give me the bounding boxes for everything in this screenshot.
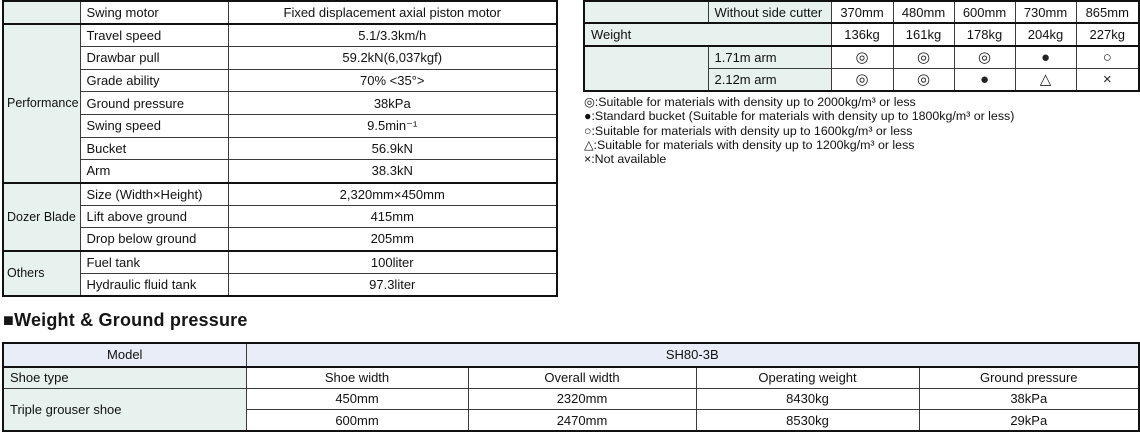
spec-label-cell: Drawbar pull <box>80 46 228 69</box>
table-row <box>3 1 557 24</box>
bucket-width-cell: 480mm <box>893 1 954 23</box>
legend-line: ×:Not available <box>584 152 667 167</box>
table-row <box>3 137 557 160</box>
suitability-mark-cell: × <box>1076 68 1139 90</box>
bucket-weight-label-cell: Weight <box>584 23 831 45</box>
suitability-mark-cell: ○ <box>1076 46 1139 68</box>
spec-value-cell: 38kPa <box>228 92 557 115</box>
bucket-suitability-legend <box>584 95 1014 166</box>
table-row <box>3 92 557 115</box>
suitability-mark-cell: ● <box>1015 46 1076 68</box>
spec-label-cell: Drop below ground <box>80 228 228 251</box>
table-row <box>3 183 557 206</box>
spec-value-cell: 2,320mm×450mm <box>228 183 557 206</box>
table-row <box>3 114 557 137</box>
spec-label-cell: Swing speed <box>80 114 228 137</box>
section-bullet-icon: ■ <box>3 310 15 330</box>
spec-label-cell: Grade ability <box>80 69 228 92</box>
spec-value-cell: 100liter <box>228 251 557 274</box>
spec-value-cell: 9.5min⁻¹ <box>228 114 557 137</box>
bucket-width-cell: 865mm <box>1076 1 1139 23</box>
table-row <box>584 46 1139 68</box>
bucket-arm-group-cell <box>584 46 708 91</box>
bucket-arm-label-cell: 1.71m arm <box>708 46 831 68</box>
bucket-corner-cell <box>584 1 708 23</box>
spec-value-cell: Fixed displacement axial piston motor <box>228 1 557 24</box>
bucket-width-cell: 600mm <box>954 1 1015 23</box>
model-value-cell: SH80-3B <box>246 343 1139 367</box>
weight-ground-pressure-table <box>2 342 1140 432</box>
table-row <box>584 23 1139 45</box>
suitability-mark-cell: ◎ <box>954 46 1015 68</box>
section-title <box>3 310 248 331</box>
data-cell: 450mm <box>246 388 468 410</box>
suitability-mark-cell: ◎ <box>893 46 954 68</box>
spec-value-cell: 97.3liter <box>228 273 557 296</box>
table-row <box>3 273 557 296</box>
legend-line: ◎:Suitable for materials with density up to 2000kg/m³ or less <box>584 95 916 109</box>
spec-label-cell: Arm <box>80 160 228 183</box>
data-cell: 2320mm <box>468 388 696 410</box>
suitability-mark-cell: △ <box>1015 68 1076 90</box>
bucket-weight-cell: 161kg <box>893 23 954 45</box>
table-row <box>3 46 557 69</box>
legend-line: △:Suitable for materials with density up to 1200kg/m³ or less <box>584 137 915 152</box>
suitability-mark-cell: ◎ <box>831 46 893 68</box>
bucket-weight-cell: 136kg <box>831 23 893 45</box>
shoe-type-header-cell: Shoe type <box>3 367 246 389</box>
table-row <box>3 69 557 92</box>
bucket-width-cell: 730mm <box>1015 1 1076 23</box>
spec-value-cell: 415mm <box>228 205 557 228</box>
bucket-weight-cell: 204kg <box>1015 23 1076 45</box>
column-header-cell: Overall width <box>468 367 696 389</box>
bucket-weight-cell: 178kg <box>954 23 1015 45</box>
spec-value-cell: 70% <35°> <box>228 69 557 92</box>
table-row <box>3 343 1139 367</box>
bucket-weight-cell: 227kg <box>1076 23 1139 45</box>
data-cell: 29kPa <box>919 410 1139 432</box>
spec-group-cell-others: Others <box>3 251 80 296</box>
spec-value-cell: 38.3kN <box>228 160 557 183</box>
legend-line: ○:Suitable for materials with density up to 1600kg/m³ or less <box>584 123 913 138</box>
spec-label-cell: Swing motor <box>80 1 228 24</box>
suitability-mark-cell: ◎ <box>893 68 954 90</box>
table-row <box>3 160 557 183</box>
spec-label-cell: Bucket <box>80 137 228 160</box>
spec-label-cell: Size (Width×Height) <box>80 183 228 206</box>
data-cell: 600mm <box>246 410 468 432</box>
data-cell: 2470mm <box>468 410 696 432</box>
bucket-width-cell: 370mm <box>831 1 893 23</box>
table-row <box>3 24 557 47</box>
spec-value-cell: 5.1/3.3km/h <box>228 24 557 47</box>
table-row <box>3 205 557 228</box>
table-row <box>3 388 1139 410</box>
column-header-cell: Ground pressure <box>919 367 1139 389</box>
suitability-mark-cell: ◎ <box>831 68 893 90</box>
data-cell: 38kPa <box>919 388 1139 410</box>
table-row <box>3 228 557 251</box>
spec-group-cell-dozer-blade: Dozer Blade <box>3 183 80 251</box>
bucket-arm-label-cell: 2.12m arm <box>708 68 831 90</box>
column-header-cell: Operating weight <box>696 367 919 389</box>
data-cell: 8530kg <box>696 410 919 432</box>
spec-group-cell <box>3 1 80 24</box>
spec-label-cell: Ground pressure <box>80 92 228 115</box>
model-label-cell: Model <box>3 343 246 367</box>
legend-line: ●:Standard bucket (Suitable for materials with density up to 1800kg/m³ or less) <box>584 109 1015 124</box>
data-cell: 8430kg <box>696 388 919 410</box>
table-row <box>3 367 1139 389</box>
bucket-header-label-cell: Without side cutter <box>708 1 831 23</box>
section-title-text: Weight & Ground pressure <box>14 310 248 330</box>
spec-label-cell: Fuel tank <box>80 251 228 274</box>
table-row <box>584 1 1139 23</box>
machine-spec-table <box>2 0 558 297</box>
spec-value-cell: 205mm <box>228 228 557 251</box>
spec-label-cell: Hydraulic fluid tank <box>80 273 228 296</box>
bucket-compatibility-table <box>583 0 1140 92</box>
column-header-cell: Shoe width <box>246 367 468 389</box>
spec-label-cell: Travel speed <box>80 24 228 47</box>
shoe-type-value-cell: Triple grouser shoe <box>3 388 246 431</box>
spec-label-cell: Lift above ground <box>80 205 228 228</box>
spec-value-cell: 59.2kN(6,037kgf) <box>228 46 557 69</box>
suitability-mark-cell: ● <box>954 68 1015 90</box>
spec-value-cell: 56.9kN <box>228 137 557 160</box>
spec-group-cell-performance: Performance <box>3 24 80 183</box>
table-row <box>3 251 557 274</box>
